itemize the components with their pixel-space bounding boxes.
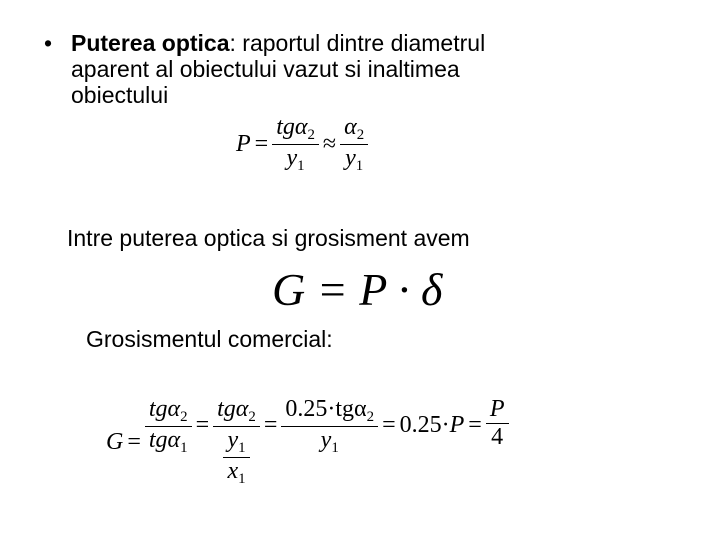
definition-line-3: obiectului — [71, 82, 169, 108]
formula3-f2-den-den: x — [227, 458, 239, 485]
formula3-eq-4: = — [382, 412, 396, 438]
formula3-f3-num: 0.25·tgα — [285, 396, 367, 422]
formula3-f3-num-sub: 2 — [366, 409, 375, 426]
formula3-eq-5: = — [468, 412, 482, 438]
formula3-f2-den-num-sub: 1 — [238, 440, 246, 457]
term-label: Puterea optica — [71, 30, 230, 56]
formula1-num1-sub: 2 — [307, 127, 315, 144]
formula1-num1: tgα — [276, 114, 308, 140]
formula3-f4-num: P — [489, 396, 505, 422]
formula3-eq-1: = — [127, 428, 141, 455]
formula3-fraction-3 — [281, 396, 378, 457]
formula1-den1: y — [286, 145, 298, 172]
bullet-paragraph — [44, 30, 664, 108]
formula3-f1-num: tgα — [148, 396, 181, 422]
formula3-nested-fraction — [223, 427, 249, 488]
formula-magnification-relation: G = P · δ — [272, 264, 443, 315]
formula3-fraction-4 — [486, 396, 509, 451]
formula1-eq: = — [254, 131, 269, 158]
formula1-den2: y — [345, 145, 356, 172]
relation-text: Intre puterea optica si grosisment avem — [67, 225, 470, 251]
formula3-P: P — [449, 412, 465, 438]
formula3-fraction-1 — [145, 396, 192, 457]
formula3-f2-den-num: y — [227, 427, 239, 454]
formula1-num2: α — [344, 114, 357, 140]
definition-line-2: aparent al obiectului vazut si inaltimea — [71, 56, 460, 82]
formula3-f1-den: tgα — [148, 427, 181, 454]
formula3-f2-num-sub: 2 — [248, 409, 256, 426]
formula3-mid: 0.25· — [399, 412, 450, 438]
formula1-fraction-1 — [272, 114, 319, 175]
formula3-f4-den: 4 — [491, 424, 504, 450]
formula1-den1-sub: 1 — [297, 158, 305, 175]
formula1-den2-sub: 1 — [355, 158, 364, 175]
definition-line-1: : raportul dintre diametrul — [229, 30, 486, 56]
bullet-marker: • — [44, 30, 53, 56]
formula1-approx: ≈ — [322, 131, 337, 158]
formula3-f1-num-sub: 2 — [180, 409, 188, 426]
formula3-eq-3: = — [263, 412, 278, 438]
formula3-fraction-2 — [213, 396, 260, 489]
formula3-G: G — [106, 428, 124, 455]
formula1-fraction-2 — [340, 114, 368, 175]
commercial-label: Grosismentul comercial: — [86, 326, 333, 352]
formula3-eq-2: = — [195, 412, 210, 438]
formula-optical-power — [236, 114, 368, 175]
formula3-f3-den: y — [320, 427, 332, 454]
formula3-f3-den-sub: 1 — [331, 440, 339, 457]
formula-commercial-magnification — [106, 396, 509, 489]
formula3-f2-den-den-sub: 1 — [238, 471, 246, 488]
formula1-lhs: P — [236, 131, 251, 158]
formula3-f2-num: tgα — [217, 396, 249, 422]
formula3-f1-den-sub: 1 — [180, 440, 188, 457]
formula1-num2-sub: 2 — [356, 127, 365, 144]
